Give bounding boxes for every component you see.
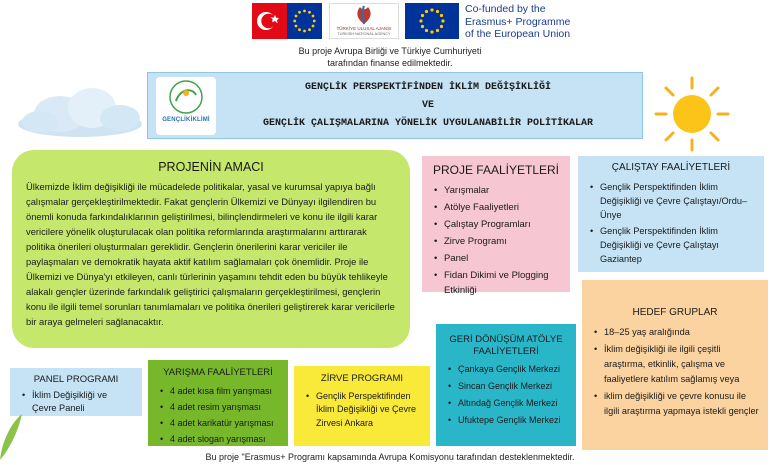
list-item: • Panel: [444, 251, 562, 266]
recycling-workshop-heading: GERİ DÖNÜŞÜM ATÖLYE FAALİYETLERİ: [449, 334, 563, 357]
finance-note-line2: tarafından finanse edilmektedir.: [327, 58, 453, 68]
finance-note: [270, 45, 510, 69]
target-groups-list: [590, 325, 760, 419]
workshop-activities-card: [578, 156, 764, 272]
sun-illustration: [652, 74, 732, 154]
footer-note: Bu proje "Erasmus+ Programı kapsamında Avrupa Komisyonu tarafından desteklenmektedir.: [205, 452, 575, 462]
list-item: • Yarışmalar: [444, 183, 562, 198]
list-item: • Gençlik Perspektifinden İklim Değişikliği ve Çevre Çalıştayı Gaziantep: [600, 224, 756, 266]
project-logo: [156, 77, 216, 135]
project-activities-heading: PROJE FAALİYETLERİ: [432, 163, 560, 177]
project-logo-text: GENÇLİKİKLİMİ: [162, 117, 210, 123]
list-item: • 4 adet kısa film yarışması: [170, 384, 280, 398]
list-item: • Atölye Faaliyetleri: [444, 200, 562, 215]
recycling-workshop-card: [436, 324, 576, 446]
project-purpose-card: [12, 150, 410, 348]
title-banner: [147, 72, 643, 139]
title-text: [224, 79, 632, 133]
workshop-activities-list: [586, 180, 756, 266]
summit-program-card: [294, 366, 430, 446]
competition-activities-list: [156, 384, 280, 446]
panel-program-heading: PANEL PROGRAMI: [33, 374, 119, 385]
agency-logo-line1: TÜRKİYE ULUSAL AJANSI: [336, 26, 392, 31]
leaf-illustration: [0, 400, 24, 460]
competition-activities-card: [148, 360, 288, 446]
list-item: • Fidan Dikimi ve Plogging Etkinliği: [444, 268, 562, 298]
cloud-illustration: [10, 80, 150, 140]
workshop-activities-heading: ÇALIŞTAY FAALİYETLERİ: [611, 162, 731, 173]
agency-logo-line2: TURKISH NATIONAL AGENCY: [337, 32, 391, 36]
competition-activities-heading: YARIŞMA FAALİYETLERİ: [163, 367, 273, 378]
list-item: • Çalıştay Programları: [444, 217, 562, 232]
cofunded-line3: of the European Union: [465, 28, 571, 40]
target-groups-heading: HEDEF GRUPLAR: [632, 307, 718, 318]
recycling-workshop-list: [444, 362, 568, 428]
list-item: • 18–25 yaş aralığında: [604, 325, 760, 340]
summit-program-list: [302, 390, 422, 431]
list-item: • Sincan Gençlik Merkezi: [458, 379, 568, 394]
list-item: • iklim değişikliği ve çevre konusu ile ilgili araştırma yapmaya istekli gençler: [604, 389, 760, 419]
list-item: • Gençlik Perspektifinden İklim Değişikliği ve Çevre Zirvesi Ankara: [316, 390, 422, 431]
panel-program-list: [18, 389, 134, 415]
project-purpose-text: Ülkemizde İklim değişikliği ile mücadelede politikalar, yasal ve kurumsal yapıya bağlı çalışmalar gerçekleştirilmektedir. Fakat gençlerin Ülkemizi ve Dünyayı ilgilendiren bu önemli konuda farkındalıklarının geliştirilmesi, bilinçlendirmeleri ve konu ile ilgili karar vericilere yönelik oluşturulacak olan politika reformlarında araştırmalarını arttırarak politika önerileri oluşturmaları gereklidir. Gençlerin önerilerini karar vericiler ile paylaşmaları ve demokratik hayata aktif katılım sağlamaları çok önemlidir. Proje ile Ülkemizi ve Dünya'yı etkileyen, canlı türlerinin yaşamını tehdit eden bu büyük tehlikeyle alakalı gençler üzerinde farkındalık geliştirici çalışmaların gerçekleştirilmesi, gençlerin konu ile ilgili temel sorunları tanımlamaları ve politika önerileri geliştirerek karar vericilerle bir araya gelmeleri sağlanacaktır.: [26, 181, 395, 328]
cofunded-line1: Co-funded by the: [465, 3, 546, 15]
cofunded-line2: Erasmus+ Programme: [465, 15, 571, 28]
turkey-eu-flags-logo: [252, 3, 322, 39]
project-purpose-heading: PROJENİN AMACI: [158, 160, 264, 174]
list-item: • Ufuktepe Gençlik Merkezi: [458, 413, 568, 428]
project-activities-card: [422, 156, 570, 297]
title-line3: GENÇLİK ÇALIŞMALARINA YÖNELİK UYGULANABİLİR POLİTİKALAR: [262, 118, 594, 129]
list-item: • Gençlik Perspektifinden İklim Değişikliği ve Çevre Çalıştayı/Ordu–Ünye: [600, 180, 756, 222]
national-agency-logo: [329, 3, 399, 39]
list-item: • Altındağ Gençlik Merkezi: [458, 396, 568, 411]
list-item: • Zirve Programı: [444, 234, 562, 249]
list-item: • 4 adet karikatür yarışması: [170, 416, 280, 430]
project-activities-list: [430, 183, 562, 298]
list-item: • İklim Değişikliği ve Çevre Paneli: [32, 389, 134, 415]
panel-program-card: [10, 368, 142, 416]
list-item: • Çankaya Gençlik Merkezi: [458, 362, 568, 377]
summit-program-heading: ZİRVE PROGRAMI: [320, 373, 404, 384]
finance-note-line1: Bu proje Avrupa Birliği ve Türkiye Cumhuriyeti: [298, 46, 482, 56]
target-groups-card: [582, 280, 768, 450]
list-item: • 4 adet resim yarışması: [170, 400, 280, 414]
list-item: • 4 adet slogan yarışması: [170, 432, 280, 446]
eu-flag-logo: [405, 3, 459, 39]
title-line1: GENÇLİK PERSPEKTİFİNDEN İKLİM DEĞİŞİKLİĞİ: [304, 82, 552, 93]
list-item: • İklim değişikliği ile ilgili çeşitli araştırma, etkinlik, çalışma ve faaliyetlere katılım sağlamış veya: [604, 342, 760, 387]
title-line2: VE: [421, 100, 434, 111]
cofunded-text: [465, 3, 625, 41]
